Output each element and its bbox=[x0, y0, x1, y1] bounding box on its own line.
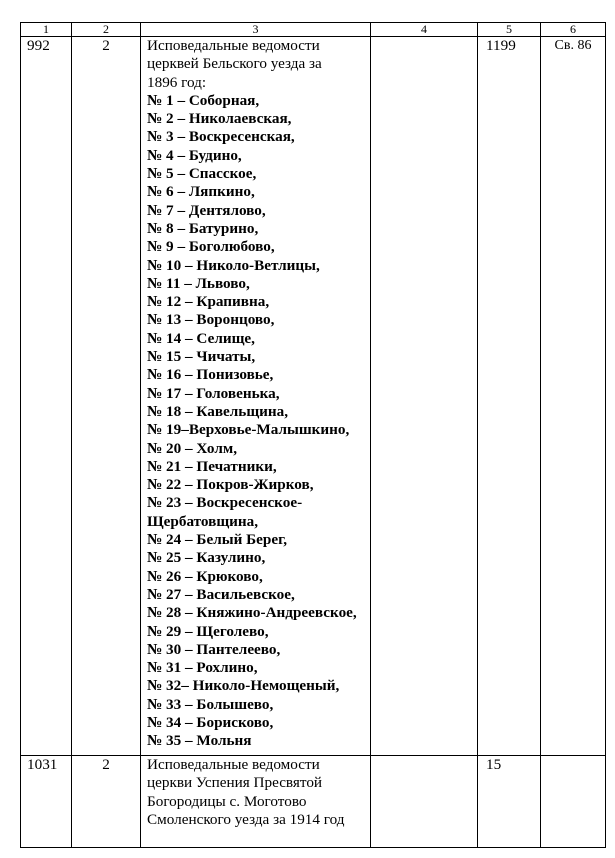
church-item: № 23 – Воскресенское- bbox=[147, 494, 303, 512]
church-item: № 1 – Соборная, bbox=[147, 91, 260, 109]
record-col2-value: 2 bbox=[72, 756, 141, 848]
record-title-cell bbox=[141, 756, 371, 848]
column-number-6: 6 bbox=[541, 23, 606, 37]
church-item: Щербатовщина, bbox=[147, 512, 259, 530]
church-item: № 5 – Спасское, bbox=[147, 165, 257, 183]
record-col4-value bbox=[371, 756, 478, 848]
church-item: № 13 – Воронцово, bbox=[147, 311, 275, 329]
church-item: № 22 – Покров-Жирков, bbox=[147, 476, 314, 494]
church-item: № 26 – Крюково, bbox=[147, 567, 263, 585]
church-item: № 2 – Николаевская, bbox=[147, 110, 292, 128]
church-item: № 20 – Холм, bbox=[147, 439, 237, 457]
church-item: № 31 – Рохлино, bbox=[147, 659, 258, 677]
church-item: № 7 – Дентялово, bbox=[147, 201, 266, 219]
column-number-row bbox=[21, 23, 606, 37]
church-item: № 35 – Мольня bbox=[147, 732, 252, 750]
record-box: Св. 86 bbox=[541, 37, 606, 756]
church-item: № 34 – Борисково, bbox=[147, 713, 274, 731]
church-item: № 3 – Воскресенская, bbox=[147, 128, 295, 146]
record-box bbox=[541, 756, 606, 848]
record-col4-value bbox=[371, 37, 478, 756]
church-item: № 28 – Княжино-Андреевское, bbox=[147, 604, 357, 622]
church-item: № 32– Николо-Немощеный, bbox=[147, 677, 340, 695]
church-item: № 18 – Кавельщина, bbox=[147, 402, 289, 420]
church-item: № 8 – Батурино, bbox=[147, 219, 259, 237]
church-item: № 27 – Васильевское, bbox=[147, 585, 295, 603]
church-item: № 30 – Пантелеево, bbox=[147, 640, 281, 658]
title-line: церкви Успения Пресвятой bbox=[147, 774, 323, 792]
record-col2-value: 2 bbox=[72, 37, 141, 756]
church-item: № 29 – Щеголево, bbox=[147, 622, 269, 640]
archive-inventory-table bbox=[20, 22, 606, 848]
church-item: № 6 – Ляпкино, bbox=[147, 183, 255, 201]
church-item: № 10 – Николо-Ветлицы, bbox=[147, 256, 320, 274]
table-row bbox=[21, 37, 606, 756]
church-item: № 21 – Печатники, bbox=[147, 457, 277, 475]
record-title-cell bbox=[141, 37, 371, 756]
column-number-3: 3 bbox=[141, 23, 371, 37]
church-list bbox=[147, 92, 368, 751]
church-item: № 19–Верховье-Малышкино, bbox=[147, 421, 350, 439]
title-line: Исповедальные ведомости bbox=[147, 756, 320, 773]
title-line: Смоленского уезда за 1914 год bbox=[147, 810, 345, 828]
church-item: № 25 – Казулино, bbox=[147, 549, 266, 567]
column-number-4: 4 bbox=[371, 23, 478, 37]
church-item: № 9 – Боголюбово, bbox=[147, 238, 275, 256]
title-line: Богородицы с. Моготово bbox=[147, 792, 307, 810]
record-page-count: 1199 bbox=[478, 37, 541, 756]
title-line: церквей Бельского уезда за bbox=[147, 55, 322, 73]
church-item: № 16 – Понизовье, bbox=[147, 366, 274, 384]
title-line: 1896 год: bbox=[147, 73, 207, 91]
church-item: № 4 – Будино, bbox=[147, 146, 242, 164]
church-item: № 33 – Болышево, bbox=[147, 695, 274, 713]
church-item: № 17 – Головенька, bbox=[147, 384, 280, 402]
church-item: № 15 – Чичаты, bbox=[147, 348, 256, 366]
table-row bbox=[21, 756, 606, 848]
record-number: 1031 bbox=[21, 756, 72, 848]
column-number-1: 1 bbox=[21, 23, 72, 37]
church-item: № 12 – Крапивна, bbox=[147, 293, 270, 311]
column-number-2: 2 bbox=[72, 23, 141, 37]
record-number: 992 bbox=[21, 37, 72, 756]
title-line: Исповедальные ведомости bbox=[147, 37, 320, 54]
church-item: № 11 – Львово, bbox=[147, 274, 250, 292]
column-number-5: 5 bbox=[478, 23, 541, 37]
record-page-count: 15 bbox=[478, 756, 541, 848]
church-item: № 14 – Селище, bbox=[147, 329, 255, 347]
church-item: № 24 – Белый Берег, bbox=[147, 531, 288, 549]
